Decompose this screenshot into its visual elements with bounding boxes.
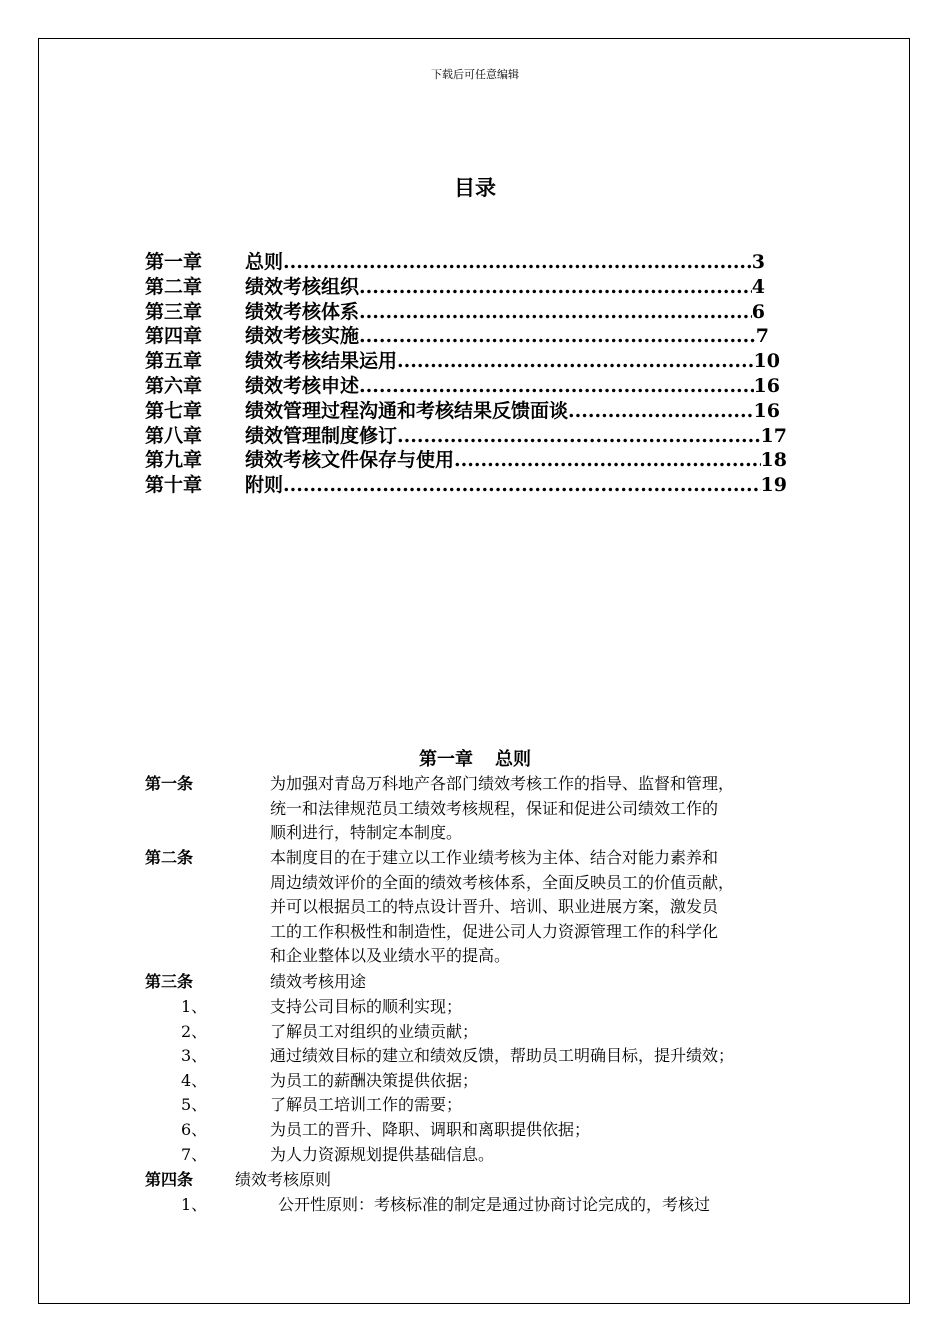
list-number: 2、: [181, 1022, 208, 1041]
article-line: 并可以根据员工的特点设计晋升、培训、职业进展方案，激发员: [270, 897, 719, 916]
toc-entry-title: 总则: [245, 251, 284, 273]
list-text: 通过绩效目标的建立和绩效反馈，帮助员工明确目标，提升绩效；: [270, 1046, 735, 1065]
toc-entry[interactable]: [145, 374, 795, 399]
article-line: 周边绩效评价的全面的绩效考核体系，全面反映员工的价值贡献，: [270, 872, 735, 892]
article: [145, 772, 815, 846]
article-line: 统一和法律规范员工绩效考核规程，保证和促进公司绩效工作的: [270, 798, 719, 818]
header-note: 下载后可任意编辑: [431, 68, 519, 81]
toc-chapter: 第六章: [145, 374, 203, 397]
toc-leader-dots: [283, 473, 761, 498]
article: [145, 846, 815, 969]
toc-entry-title: 绩效考核实施: [245, 325, 360, 348]
article-label: 第二条: [145, 848, 194, 867]
toc-chapter: 第三章: [145, 300, 203, 323]
toc-chapter: 第二章: [145, 275, 203, 298]
article-label: 第三条: [145, 972, 194, 991]
chapter-heading: [0, 745, 950, 771]
article-line: 本制度目的在于建立以工作业绩考核为主体、结合对能力素养和: [270, 848, 719, 867]
toc-entry-title: 绩效考核组织: [245, 275, 360, 298]
toc-entry[interactable]: [145, 250, 795, 275]
toc-entry[interactable]: [145, 300, 795, 325]
toc-leader-dots: [359, 324, 756, 349]
toc-leader-dots: [359, 300, 752, 325]
list-number: 3、: [181, 1046, 208, 1065]
list-text: 为员工的薪酬决策提供依据；: [270, 1071, 479, 1090]
article-label: 第四条: [145, 1170, 194, 1189]
toc-title: 目录: [454, 175, 496, 200]
toc-leader-dots: [397, 424, 761, 449]
article-line: 绩效考核用途: [270, 972, 367, 991]
toc-page-number: 7: [755, 325, 769, 348]
toc-page-number: 16: [753, 374, 780, 397]
article-line: 顺利进行，特制定本制度。: [270, 823, 463, 842]
list-number: 6、: [181, 1120, 208, 1139]
table-of-contents: [145, 250, 795, 498]
list-text: 支持公司目标的顺利实现；: [270, 997, 463, 1016]
list-number: 4、: [181, 1071, 208, 1090]
article-text: [270, 846, 815, 969]
toc-leader-dots: [397, 349, 754, 374]
toc-chapter: 第五章: [145, 350, 203, 373]
toc-entry-title: 附则: [245, 474, 284, 497]
toc-leader-dots: [568, 399, 754, 424]
toc-page-number: 19: [760, 474, 787, 497]
list-text: 公开性原则：考核标准的制定是通过协商讨论完成的，考核过: [278, 1195, 711, 1214]
toc-entry-title: 绩效考核体系: [245, 300, 360, 323]
toc-entry-title: 绩效考核文件保存与使用: [245, 449, 455, 472]
page-border: [38, 38, 910, 1304]
list-number: 1、: [181, 997, 208, 1016]
toc-page-number: 17: [760, 424, 787, 447]
toc-entry-title: 绩效管理过程沟通和考核结果反馈面谈: [245, 399, 569, 422]
article-line: 工的工作积极性和制造性，促进公司人力资源管理工作的科学化: [270, 921, 719, 941]
article: [145, 970, 815, 995]
list-number: 7、: [181, 1145, 208, 1164]
toc-entry-title: 绩效考核结果运用: [245, 350, 398, 373]
toc-page-number: 10: [753, 350, 780, 373]
list-text: 为人力资源规划提供基础信息。: [270, 1145, 495, 1164]
toc-entry[interactable]: [145, 399, 795, 424]
toc-page-number: 16: [753, 399, 780, 422]
toc-chapter: 第四章: [145, 325, 203, 348]
toc-chapter: 第七章: [145, 399, 203, 422]
toc-leader-dots: [359, 374, 754, 399]
toc-leader-dots: [283, 250, 752, 275]
toc-leader-dots: [359, 275, 752, 300]
article-line: 和企业整体以及业绩水平的提高。: [270, 946, 511, 965]
article-text: 绩效考核原则: [235, 1170, 332, 1189]
article-text: [270, 772, 815, 846]
toc-page-number: 6: [751, 300, 765, 323]
toc-entry[interactable]: [145, 275, 795, 300]
toc-entry-title: 绩效管理制度修订: [245, 424, 398, 447]
toc-page-number: 4: [751, 275, 765, 298]
toc-entry[interactable]: [145, 424, 795, 449]
toc-entry-title: 绩效考核申述: [245, 374, 360, 397]
toc-chapter: 第八章: [145, 424, 203, 447]
list-number: 5、: [181, 1095, 208, 1114]
toc-chapter: 第十章: [145, 474, 203, 497]
article-label: 第一条: [145, 774, 194, 793]
list-text: 了解员工对组织的业绩贡献；: [270, 1022, 479, 1041]
toc-chapter: 第一章: [145, 251, 203, 273]
list-text: 为员工的晋升、降职、调职和离职提供依据；: [270, 1120, 591, 1139]
toc-chapter: 第九章: [145, 449, 203, 472]
toc-entry[interactable]: [145, 324, 795, 349]
article-line: 为加强对青岛万科地产各部门绩效考核工作的指导、监督和管理，: [270, 774, 735, 793]
list-text: 了解员工培训工作的需要；: [270, 1095, 463, 1114]
list-number: 1、: [181, 1195, 208, 1214]
chapter-title: 总则: [495, 749, 531, 770]
toc-leader-dots: [454, 448, 761, 473]
toc-entry[interactable]: [145, 349, 795, 374]
toc-page-number: 3: [751, 251, 765, 273]
toc-entry[interactable]: [145, 448, 795, 473]
toc-page-number: 18: [760, 449, 787, 472]
chapter-number: 第一章: [419, 749, 473, 770]
article-text: [270, 970, 815, 995]
toc-entry[interactable]: [145, 473, 795, 498]
